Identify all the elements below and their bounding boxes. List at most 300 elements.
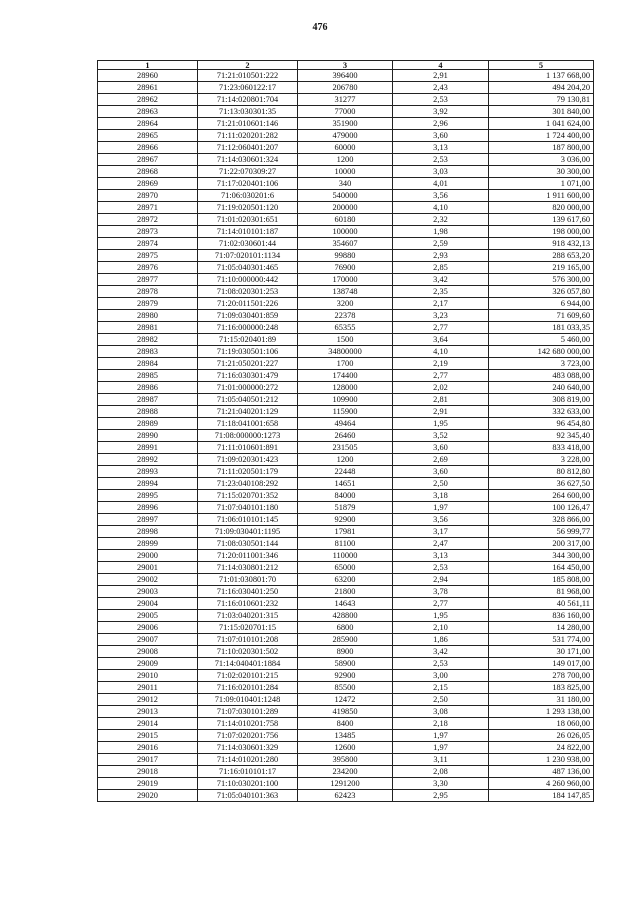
area-value: 3200 bbox=[298, 298, 393, 310]
area-value: 85500 bbox=[298, 682, 393, 694]
specific-value: 3,56 bbox=[393, 190, 489, 202]
row-number: 29011 bbox=[98, 682, 198, 694]
table-row bbox=[98, 442, 594, 454]
cadastral-value: 139 617,60 bbox=[489, 214, 594, 226]
area-value: 92900 bbox=[298, 670, 393, 682]
cadastral-value: 332 633,00 bbox=[489, 406, 594, 418]
row-number: 28994 bbox=[98, 478, 198, 490]
area-value: 109900 bbox=[298, 394, 393, 406]
specific-value: 1,97 bbox=[393, 742, 489, 754]
cadastral-number: 71:08:030501:144 bbox=[198, 538, 298, 550]
row-number: 28961 bbox=[98, 82, 198, 94]
cadastral-number: 71:14:010201:280 bbox=[198, 754, 298, 766]
row-number: 29007 bbox=[98, 634, 198, 646]
table-row bbox=[98, 430, 594, 442]
area-value: 22448 bbox=[298, 466, 393, 478]
row-number: 28992 bbox=[98, 454, 198, 466]
row-number: 29013 bbox=[98, 706, 198, 718]
cadastral-number: 71:06:010101:145 bbox=[198, 514, 298, 526]
column-header-cadastral-value: 5 bbox=[489, 61, 594, 70]
table-row bbox=[98, 754, 594, 766]
cadastral-value: 80 812,80 bbox=[489, 466, 594, 478]
row-number: 28985 bbox=[98, 370, 198, 382]
area-value: 354607 bbox=[298, 238, 393, 250]
specific-value: 3,30 bbox=[393, 778, 489, 790]
cadastral-value: 1 724 400,00 bbox=[489, 130, 594, 142]
specific-value: 2,69 bbox=[393, 454, 489, 466]
cadastral-value: 487 136,00 bbox=[489, 766, 594, 778]
table-row bbox=[98, 502, 594, 514]
cadastral-number: 71:20:011001:346 bbox=[198, 550, 298, 562]
cadastral-number: 71:06:030201:6 bbox=[198, 190, 298, 202]
cadastral-value: 181 033,35 bbox=[489, 322, 594, 334]
table-row bbox=[98, 790, 594, 802]
row-number: 28962 bbox=[98, 94, 198, 106]
cadastral-number: 71:19:030501:106 bbox=[198, 346, 298, 358]
row-number: 28984 bbox=[98, 358, 198, 370]
area-value: 12600 bbox=[298, 742, 393, 754]
cadastral-value: 24 822,00 bbox=[489, 742, 594, 754]
column-header-number: 1 bbox=[98, 61, 198, 70]
cadastral-value: 308 819,00 bbox=[489, 394, 594, 406]
row-number: 29003 bbox=[98, 586, 198, 598]
cadastral-number: 71:18:041001:658 bbox=[198, 418, 298, 430]
specific-value: 1,97 bbox=[393, 502, 489, 514]
area-value: 1200 bbox=[298, 154, 393, 166]
table-row bbox=[98, 214, 594, 226]
cadastral-number: 71:05:040101:363 bbox=[198, 790, 298, 802]
row-number: 28991 bbox=[98, 442, 198, 454]
specific-value: 2,94 bbox=[393, 574, 489, 586]
table-row bbox=[98, 322, 594, 334]
cadastral-value: 185 808,00 bbox=[489, 574, 594, 586]
table-row bbox=[98, 742, 594, 754]
specific-value: 4,10 bbox=[393, 346, 489, 358]
cadastral-value: 30 300,00 bbox=[489, 166, 594, 178]
cadastral-number: 71:13:030301:35 bbox=[198, 106, 298, 118]
row-number: 28963 bbox=[98, 106, 198, 118]
specific-value: 2,10 bbox=[393, 622, 489, 634]
cadastral-value-table bbox=[97, 60, 594, 802]
cadastral-value: 1 230 938,00 bbox=[489, 754, 594, 766]
cadastral-number: 71:07:020101:1134 bbox=[198, 250, 298, 262]
area-value: 6800 bbox=[298, 622, 393, 634]
specific-value: 2,95 bbox=[393, 790, 489, 802]
specific-value: 2,81 bbox=[393, 394, 489, 406]
row-number: 28967 bbox=[98, 154, 198, 166]
specific-value: 3,42 bbox=[393, 646, 489, 658]
cadastral-value: 184 147,85 bbox=[489, 790, 594, 802]
table-row bbox=[98, 526, 594, 538]
cadastral-value: 576 300,00 bbox=[489, 274, 594, 286]
area-value: 17981 bbox=[298, 526, 393, 538]
row-number: 29018 bbox=[98, 766, 198, 778]
specific-value: 1,86 bbox=[393, 634, 489, 646]
table-row bbox=[98, 130, 594, 142]
area-value: 99880 bbox=[298, 250, 393, 262]
table-row bbox=[98, 730, 594, 742]
specific-value: 3,42 bbox=[393, 274, 489, 286]
specific-value: 2,17 bbox=[393, 298, 489, 310]
cadastral-number: 71:10:020301:502 bbox=[198, 646, 298, 658]
cadastral-number: 71:02:020101:215 bbox=[198, 670, 298, 682]
area-value: 14643 bbox=[298, 598, 393, 610]
cadastral-value: 820 000,00 bbox=[489, 202, 594, 214]
specific-value: 3,11 bbox=[393, 754, 489, 766]
cadastral-number: 71:07:020201:756 bbox=[198, 730, 298, 742]
specific-value: 3,00 bbox=[393, 670, 489, 682]
cadastral-value: 36 627,50 bbox=[489, 478, 594, 490]
area-value: 285900 bbox=[298, 634, 393, 646]
table-row bbox=[98, 310, 594, 322]
area-value: 138748 bbox=[298, 286, 393, 298]
specific-value: 2,96 bbox=[393, 118, 489, 130]
cadastral-value: 14 280,00 bbox=[489, 622, 594, 634]
area-value: 62423 bbox=[298, 790, 393, 802]
table-row bbox=[98, 394, 594, 406]
column-header-area: 3 bbox=[298, 61, 393, 70]
cadastral-number: 71:01:030801:70 bbox=[198, 574, 298, 586]
specific-value: 2,50 bbox=[393, 694, 489, 706]
specific-value: 2,43 bbox=[393, 82, 489, 94]
specific-value: 3,64 bbox=[393, 334, 489, 346]
area-value: 395800 bbox=[298, 754, 393, 766]
row-number: 28986 bbox=[98, 382, 198, 394]
table-row bbox=[98, 406, 594, 418]
area-value: 14651 bbox=[298, 478, 393, 490]
area-value: 174400 bbox=[298, 370, 393, 382]
cadastral-value: 164 450,00 bbox=[489, 562, 594, 574]
cadastral-value: 142 680 000,00 bbox=[489, 346, 594, 358]
cadastral-number: 71:08:000000:1273 bbox=[198, 430, 298, 442]
row-number: 29006 bbox=[98, 622, 198, 634]
cadastral-number: 71:17:020401:106 bbox=[198, 178, 298, 190]
table-row bbox=[98, 358, 594, 370]
cadastral-number: 71:07:030101:289 bbox=[198, 706, 298, 718]
row-number: 28965 bbox=[98, 130, 198, 142]
area-value: 351900 bbox=[298, 118, 393, 130]
area-value: 110000 bbox=[298, 550, 393, 562]
row-number: 28998 bbox=[98, 526, 198, 538]
specific-value: 2,53 bbox=[393, 562, 489, 574]
cadastral-value: 344 300,00 bbox=[489, 550, 594, 562]
cadastral-value: 183 825,00 bbox=[489, 682, 594, 694]
row-number: 29015 bbox=[98, 730, 198, 742]
cadastral-number: 71:05:040301:465 bbox=[198, 262, 298, 274]
area-value: 200000 bbox=[298, 202, 393, 214]
cadastral-number: 71:14:030801:212 bbox=[198, 562, 298, 574]
row-number: 28969 bbox=[98, 178, 198, 190]
row-number: 28977 bbox=[98, 274, 198, 286]
area-value: 51879 bbox=[298, 502, 393, 514]
table-row bbox=[98, 346, 594, 358]
cadastral-value: 494 204,20 bbox=[489, 82, 594, 94]
area-value: 60180 bbox=[298, 214, 393, 226]
specific-value: 1,95 bbox=[393, 418, 489, 430]
cadastral-value: 92 345,40 bbox=[489, 430, 594, 442]
table-row bbox=[98, 142, 594, 154]
cadastral-value: 1 293 138,00 bbox=[489, 706, 594, 718]
area-value: 419850 bbox=[298, 706, 393, 718]
cadastral-value: 26 026,05 bbox=[489, 730, 594, 742]
area-value: 10000 bbox=[298, 166, 393, 178]
cadastral-number: 71:09:030401:859 bbox=[198, 310, 298, 322]
table-row bbox=[98, 706, 594, 718]
table-row bbox=[98, 670, 594, 682]
row-number: 28983 bbox=[98, 346, 198, 358]
cadastral-number: 71:01:020301:651 bbox=[198, 214, 298, 226]
cadastral-number: 71:16:020101:284 bbox=[198, 682, 298, 694]
area-value: 1200 bbox=[298, 454, 393, 466]
specific-value: 2,59 bbox=[393, 238, 489, 250]
table-row bbox=[98, 190, 594, 202]
table-row bbox=[98, 418, 594, 430]
cadastral-value: 326 057,80 bbox=[489, 286, 594, 298]
row-number: 29008 bbox=[98, 646, 198, 658]
specific-value: 2,32 bbox=[393, 214, 489, 226]
area-value: 170000 bbox=[298, 274, 393, 286]
cadastral-number: 71:07:010101:208 bbox=[198, 634, 298, 646]
area-value: 58900 bbox=[298, 658, 393, 670]
row-number: 29016 bbox=[98, 742, 198, 754]
cadastral-number: 71:16:030401:250 bbox=[198, 586, 298, 598]
area-value: 63200 bbox=[298, 574, 393, 586]
area-value: 231505 bbox=[298, 442, 393, 454]
area-value: 76900 bbox=[298, 262, 393, 274]
area-value: 81100 bbox=[298, 538, 393, 550]
area-value: 34800000 bbox=[298, 346, 393, 358]
cadastral-number: 71:23:060122:17 bbox=[198, 82, 298, 94]
area-value: 128000 bbox=[298, 382, 393, 394]
cadastral-number: 71:16:010101:17 bbox=[198, 766, 298, 778]
row-number: 29010 bbox=[98, 670, 198, 682]
row-number: 29012 bbox=[98, 694, 198, 706]
area-value: 77000 bbox=[298, 106, 393, 118]
area-value: 13485 bbox=[298, 730, 393, 742]
cadastral-number: 71:16:010601:232 bbox=[198, 598, 298, 610]
area-value: 479000 bbox=[298, 130, 393, 142]
table-row bbox=[98, 250, 594, 262]
area-value: 206780 bbox=[298, 82, 393, 94]
specific-value: 2,93 bbox=[393, 250, 489, 262]
cadastral-number: 71:19:020501:120 bbox=[198, 202, 298, 214]
cadastral-value: 3 036,00 bbox=[489, 154, 594, 166]
row-number: 29020 bbox=[98, 790, 198, 802]
row-number: 28996 bbox=[98, 502, 198, 514]
cadastral-number: 71:01:000000:272 bbox=[198, 382, 298, 394]
cadastral-number: 71:08:020301:253 bbox=[198, 286, 298, 298]
cadastral-number: 71:15:020401:89 bbox=[198, 334, 298, 346]
table-row bbox=[98, 778, 594, 790]
cadastral-number: 71:15:020701:352 bbox=[198, 490, 298, 502]
area-value: 8400 bbox=[298, 718, 393, 730]
page-number: 476 bbox=[312, 22, 328, 33]
area-value: 31277 bbox=[298, 94, 393, 106]
cadastral-value: 3 228,00 bbox=[489, 454, 594, 466]
row-number: 28972 bbox=[98, 214, 198, 226]
cadastral-value: 219 165,00 bbox=[489, 262, 594, 274]
specific-value: 3,23 bbox=[393, 310, 489, 322]
cadastral-number: 71:22:070309:27 bbox=[198, 166, 298, 178]
specific-value: 2,02 bbox=[393, 382, 489, 394]
row-number: 28970 bbox=[98, 190, 198, 202]
area-value: 12472 bbox=[298, 694, 393, 706]
specific-value: 3,60 bbox=[393, 130, 489, 142]
specific-value: 2,91 bbox=[393, 406, 489, 418]
cadastral-number: 71:10:030201:100 bbox=[198, 778, 298, 790]
specific-value: 3,92 bbox=[393, 106, 489, 118]
row-number: 29014 bbox=[98, 718, 198, 730]
table-row bbox=[98, 226, 594, 238]
cadastral-number: 71:15:020701:15 bbox=[198, 622, 298, 634]
cadastral-number: 71:09:020301:423 bbox=[198, 454, 298, 466]
specific-value: 2,08 bbox=[393, 766, 489, 778]
cadastral-number: 71:21:040201:129 bbox=[198, 406, 298, 418]
table-row bbox=[98, 634, 594, 646]
table-row bbox=[98, 718, 594, 730]
area-value: 65000 bbox=[298, 562, 393, 574]
cadastral-number: 71:14:010201:758 bbox=[198, 718, 298, 730]
area-value: 26460 bbox=[298, 430, 393, 442]
table-row bbox=[98, 454, 594, 466]
specific-value: 2,47 bbox=[393, 538, 489, 550]
specific-value: 2,53 bbox=[393, 94, 489, 106]
row-number: 28980 bbox=[98, 310, 198, 322]
cadastral-number: 71:11:020201:282 bbox=[198, 130, 298, 142]
table-row bbox=[98, 538, 594, 550]
row-number: 28987 bbox=[98, 394, 198, 406]
area-value: 65355 bbox=[298, 322, 393, 334]
table-header-row bbox=[98, 61, 594, 70]
cadastral-value: 328 866,00 bbox=[489, 514, 594, 526]
cadastral-value: 288 653,20 bbox=[489, 250, 594, 262]
row-number: 29000 bbox=[98, 550, 198, 562]
specific-value: 1,97 bbox=[393, 730, 489, 742]
row-number: 28995 bbox=[98, 490, 198, 502]
specific-value: 3,60 bbox=[393, 466, 489, 478]
table-row bbox=[98, 598, 594, 610]
area-value: 49464 bbox=[298, 418, 393, 430]
area-value: 1700 bbox=[298, 358, 393, 370]
area-value: 8900 bbox=[298, 646, 393, 658]
specific-value: 2,50 bbox=[393, 478, 489, 490]
area-value: 340 bbox=[298, 178, 393, 190]
cadastral-number: 71:14:030601:329 bbox=[198, 742, 298, 754]
specific-value: 2,35 bbox=[393, 286, 489, 298]
row-number: 28966 bbox=[98, 142, 198, 154]
cadastral-value: 31 180,00 bbox=[489, 694, 594, 706]
row-number: 28993 bbox=[98, 466, 198, 478]
table-row bbox=[98, 586, 594, 598]
cadastral-number: 71:09:030401:1195 bbox=[198, 526, 298, 538]
cadastral-value: 1 071,00 bbox=[489, 178, 594, 190]
specific-value: 2,77 bbox=[393, 598, 489, 610]
cadastral-value: 301 840,00 bbox=[489, 106, 594, 118]
cadastral-value: 1 137 668,00 bbox=[489, 70, 594, 82]
specific-value: 3,60 bbox=[393, 442, 489, 454]
cadastral-value: 30 171,00 bbox=[489, 646, 594, 658]
table-row bbox=[98, 646, 594, 658]
cadastral-value: 18 060,00 bbox=[489, 718, 594, 730]
cadastral-value: 198 000,00 bbox=[489, 226, 594, 238]
cadastral-value: 833 418,00 bbox=[489, 442, 594, 454]
table-row bbox=[98, 610, 594, 622]
cadastral-value: 149 017,00 bbox=[489, 658, 594, 670]
cadastral-number: 71:07:040101:180 bbox=[198, 502, 298, 514]
area-value: 428800 bbox=[298, 610, 393, 622]
table-row bbox=[98, 550, 594, 562]
row-number: 29019 bbox=[98, 778, 198, 790]
specific-value: 2,19 bbox=[393, 358, 489, 370]
cadastral-number: 71:16:000000:248 bbox=[198, 322, 298, 334]
table-row bbox=[98, 370, 594, 382]
area-value: 540000 bbox=[298, 190, 393, 202]
cadastral-number: 71:14:020801:704 bbox=[198, 94, 298, 106]
specific-value: 1,98 bbox=[393, 226, 489, 238]
row-number: 28971 bbox=[98, 202, 198, 214]
table-row bbox=[98, 382, 594, 394]
area-value: 396400 bbox=[298, 70, 393, 82]
table-row bbox=[98, 262, 594, 274]
cadastral-value: 40 561,11 bbox=[489, 598, 594, 610]
cadastral-value: 531 774,00 bbox=[489, 634, 594, 646]
row-number: 28973 bbox=[98, 226, 198, 238]
area-value: 1291200 bbox=[298, 778, 393, 790]
row-number: 28960 bbox=[98, 70, 198, 82]
cadastral-number: 71:12:060401:207 bbox=[198, 142, 298, 154]
table-row bbox=[98, 478, 594, 490]
table-row bbox=[98, 154, 594, 166]
cadastral-value: 56 999,77 bbox=[489, 526, 594, 538]
row-number: 28979 bbox=[98, 298, 198, 310]
specific-value: 3,56 bbox=[393, 514, 489, 526]
cadastral-value: 96 454,80 bbox=[489, 418, 594, 430]
cadastral-number: 71:23:040108:292 bbox=[198, 478, 298, 490]
cadastral-number: 71:20:011501:226 bbox=[198, 298, 298, 310]
area-value: 234200 bbox=[298, 766, 393, 778]
table-row bbox=[98, 490, 594, 502]
table-row bbox=[98, 658, 594, 670]
cadastral-value: 81 968,00 bbox=[489, 586, 594, 598]
table-row bbox=[98, 694, 594, 706]
row-number: 28989 bbox=[98, 418, 198, 430]
column-header-cadastral-number: 2 bbox=[198, 61, 298, 70]
specific-value: 4,10 bbox=[393, 202, 489, 214]
table-row bbox=[98, 562, 594, 574]
row-number: 29009 bbox=[98, 658, 198, 670]
table-row bbox=[98, 334, 594, 346]
specific-value: 3,17 bbox=[393, 526, 489, 538]
cadastral-number: 71:21:010601:146 bbox=[198, 118, 298, 130]
cadastral-value: 100 126,47 bbox=[489, 502, 594, 514]
cadastral-number: 71:10:000000:442 bbox=[198, 274, 298, 286]
specific-value: 3,18 bbox=[393, 490, 489, 502]
row-number: 29001 bbox=[98, 562, 198, 574]
cadastral-value: 4 260 960,00 bbox=[489, 778, 594, 790]
cadastral-value: 1 041 624,00 bbox=[489, 118, 594, 130]
cadastral-number: 71:21:010501:222 bbox=[198, 70, 298, 82]
specific-value: 2,91 bbox=[393, 70, 489, 82]
cadastral-value: 264 600,00 bbox=[489, 490, 594, 502]
cadastral-value: 3 723,00 bbox=[489, 358, 594, 370]
table-row bbox=[98, 70, 594, 82]
row-number: 28997 bbox=[98, 514, 198, 526]
table-body bbox=[98, 70, 594, 802]
row-number: 29017 bbox=[98, 754, 198, 766]
specific-value: 3,03 bbox=[393, 166, 489, 178]
specific-value: 3,13 bbox=[393, 550, 489, 562]
row-number: 28982 bbox=[98, 334, 198, 346]
